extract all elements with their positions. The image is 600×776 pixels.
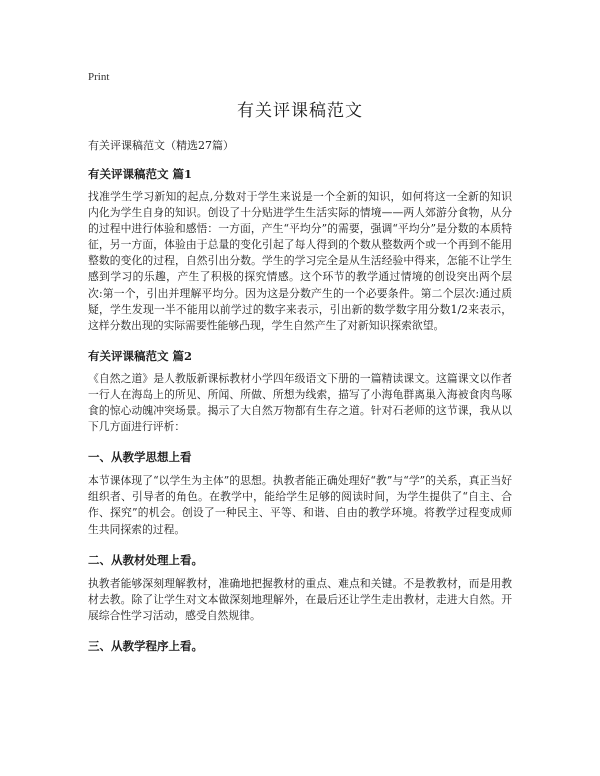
- subsection-3: [88, 638, 512, 654]
- section-2: [88, 348, 512, 435]
- subsection-heading: 一、从教学思想上看: [88, 450, 192, 465]
- subsection-1: [88, 449, 512, 537]
- subsection-paragraph: 本节课体现了“以学生为主体”的思想。执教者能正确处理好“教”与“学”的关系，真正当好组织者、引导者的角色。在教学中，能给学生足够的阅读时间，为学生提供了“自主、合作、探究”的机会。创设了一种民主、平等、和谐、自由的教学环境。将教学过程变成师生共同探索的过程。: [88, 474, 512, 536]
- subsection-2: [88, 552, 512, 624]
- section-heading: 有关评课稿范文 篇1: [88, 167, 193, 181]
- subsection-heading: 二、从教材处理上看。: [88, 552, 203, 567]
- document-title: 有关评课稿范文: [237, 101, 363, 121]
- section-paragraph: 《自然之道》是人教版新课标教材小学四年级语文下册的一篇精读课文。这篇课文以作者一行人在海岛上的所见、所闻、所做、所想为线索，描写了小海龟群离巢入海被食肉鸟啄食的惊心动魄冲突场景。揭示了大自然万物都有生存之道。针对石老师的这节课，我从以下几方面进行评析：: [88, 371, 512, 434]
- section-paragraph: 找准学生学习新知的起点,分数对于学生来说是一个全新的知识，如何将这一全新的知识内化为学生自身的知识。创设了十分贴进学生生活实际的情境——两人郊游分食物，从分的过程中进行体验和感悟：一方面，产生“平均分”的需要，强调“平均分”是分数的本质特征，另一方面，体验由于总量的变化引起了每人得到的个数从整数两个或一个再到不能用整数的变化的过程，自然引出分数。学生的学习完全是从生活经验中得来，怎能不让学生感到学习的乐趣，产生了积极的探究情感。这个环节的教学通过情境的创设突出两个层次:第一个，引出并理解平均分。因为这是分数产生的一个必要条件。第二个层次:通过质疑，学生发现一半不能用以前学过的数字来表示，引出新的数学数字用分数1/2来表示，这样分数出现的实际需要性能够凸现，学生自然产生了对新知识探索欲望。: [88, 190, 512, 332]
- section-heading: 有关评课稿范文 篇2: [88, 348, 193, 363]
- subsection-heading: 三、从教学程序上看。: [88, 638, 203, 653]
- document-subtitle: 有关评课稿范文（精选27篇）: [88, 139, 234, 152]
- subsection-paragraph: 执教者能够深刻理解教材，准确地把握教材的重点、难点和关键。不是教教材，而是用教材去教。除了让学生对文本做深刻地理解外，在最后还让学生走出教材，走进大自然。开展综合性学习活动，感受自然规律。: [88, 576, 512, 622]
- section-1: [88, 166, 512, 334]
- print-label[interactable]: Print: [88, 71, 110, 83]
